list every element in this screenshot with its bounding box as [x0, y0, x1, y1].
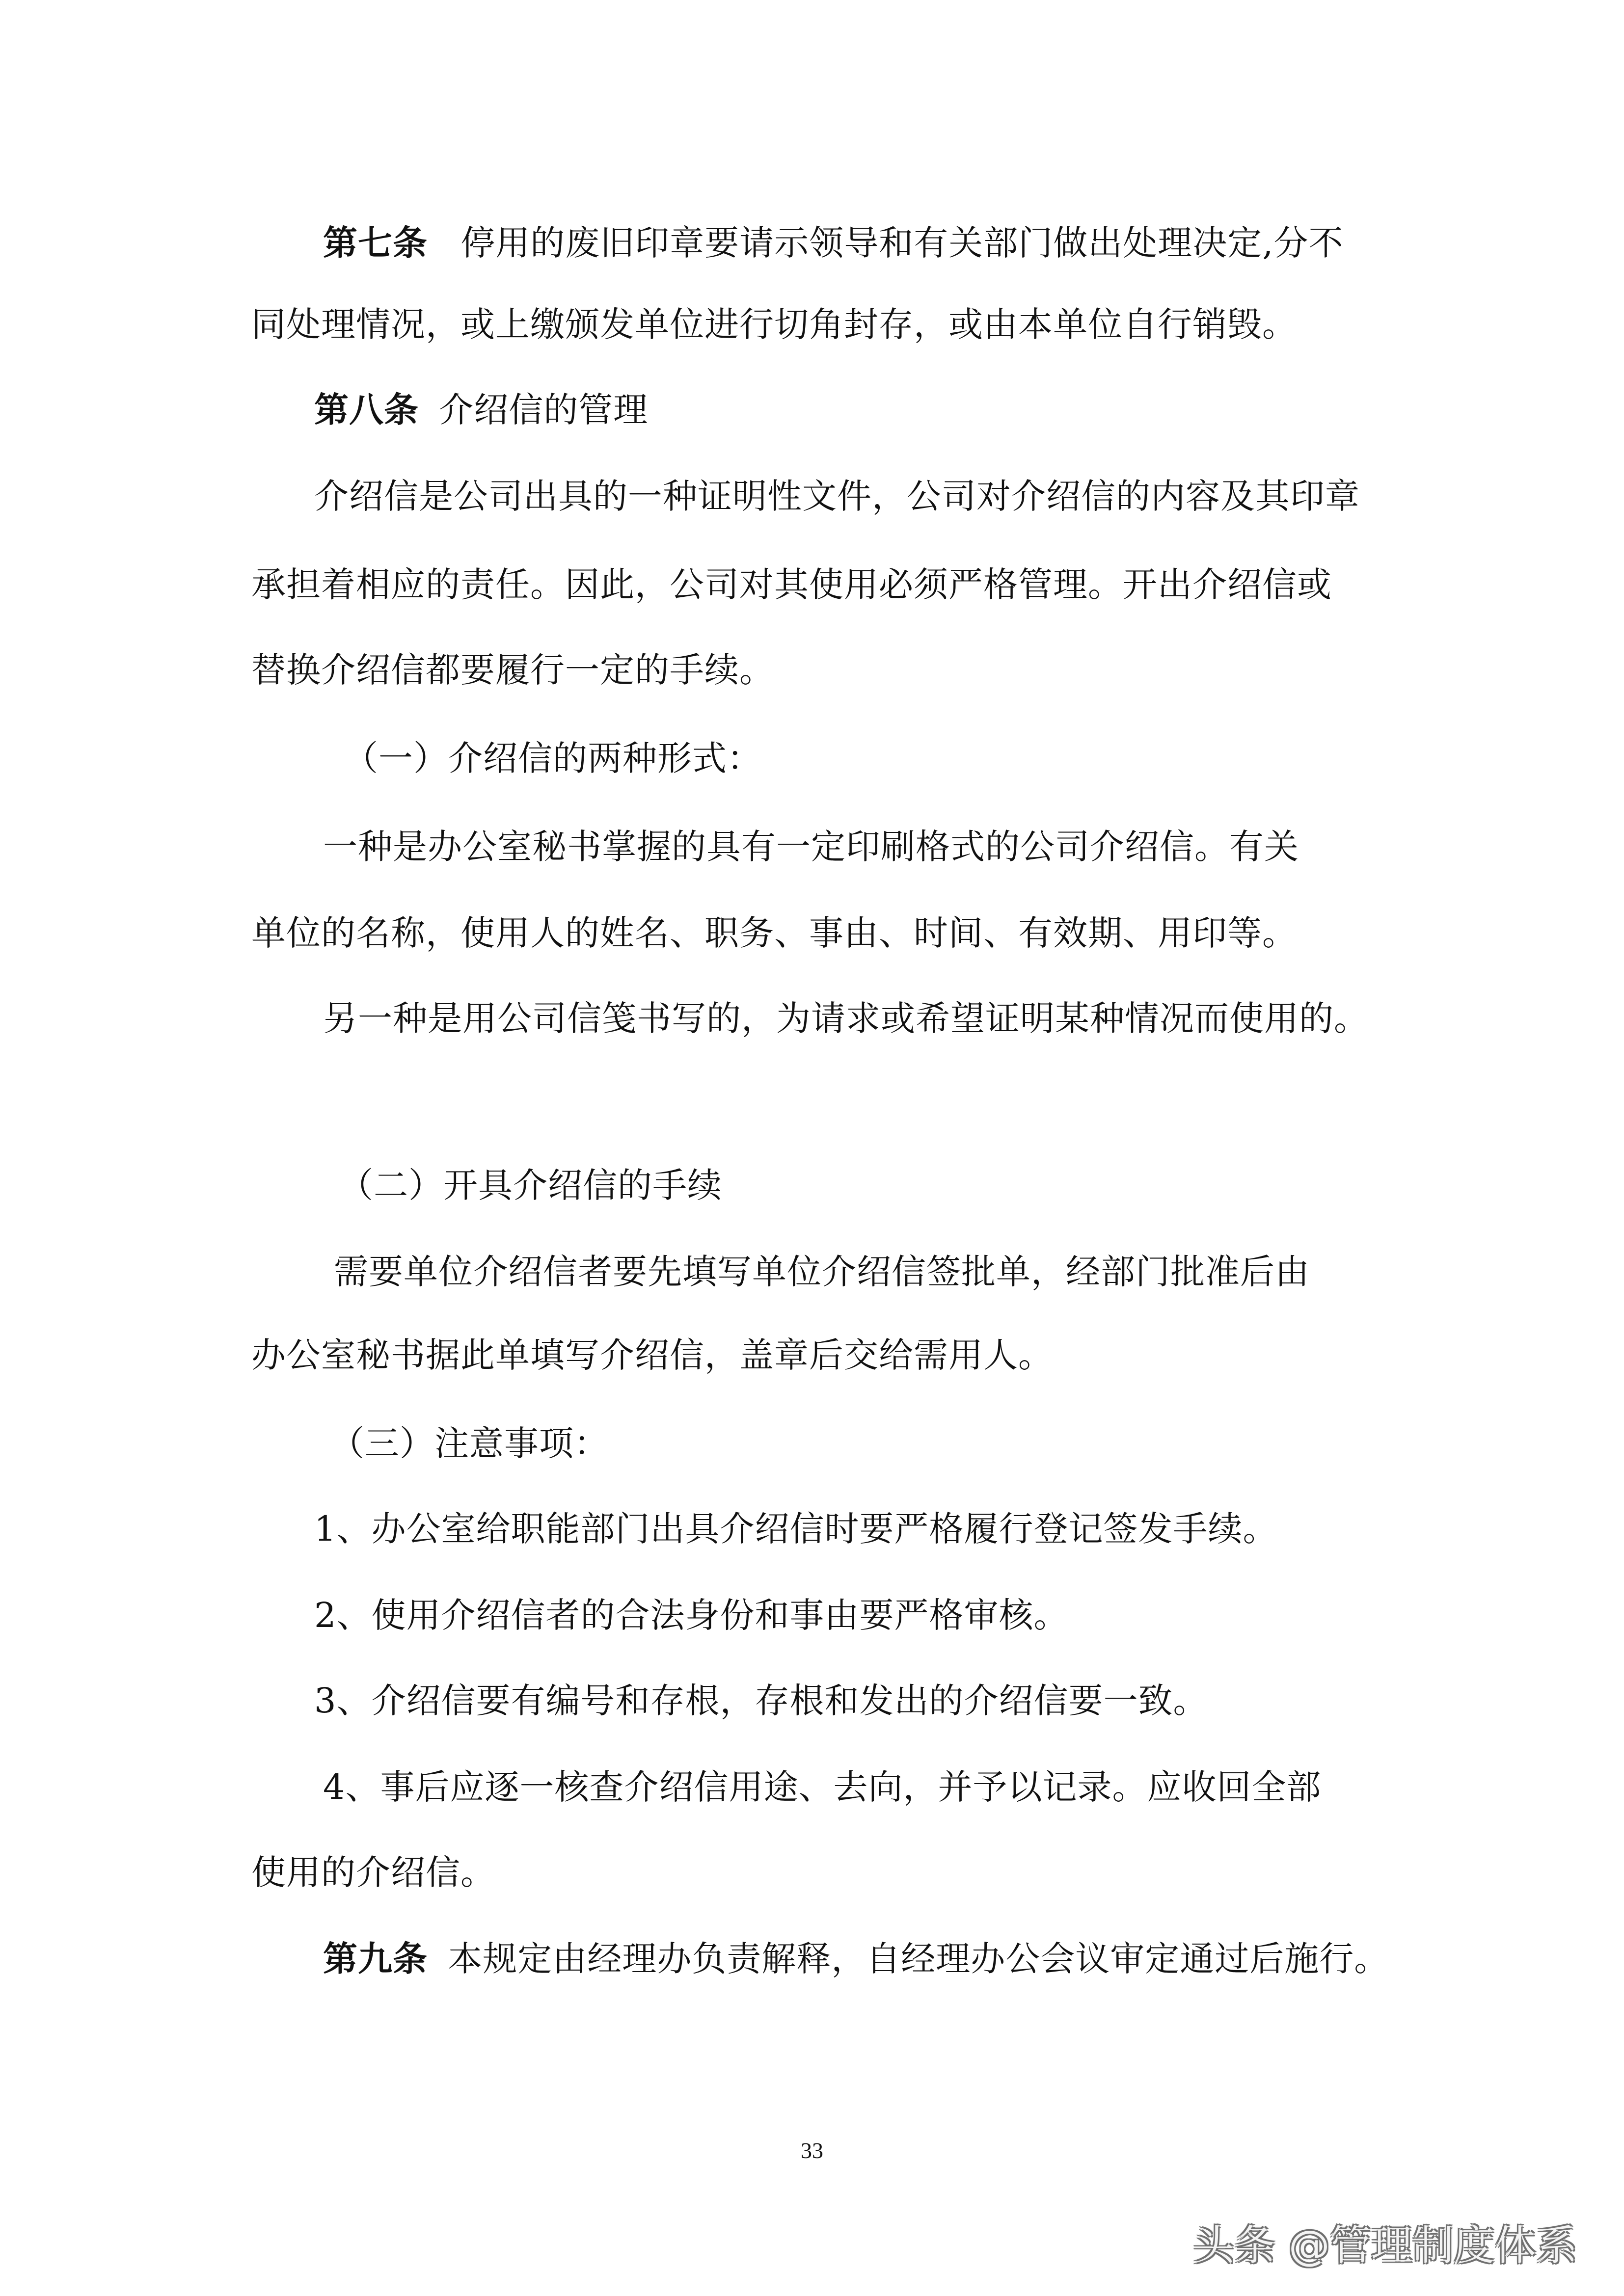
notice-item-2: 2、使用介绍信者的合法身份和事由要严格审核。: [314, 1595, 1069, 1635]
article-9-line: [323, 1937, 1389, 1981]
article-9-text: 本规定由经理办负责解释，自经理办公会议审定通过后施行。: [448, 1939, 1389, 1979]
article-8-title: 介绍信的管理: [439, 390, 649, 430]
notice-item-4-line-1: 4、事后应逐一核查介绍信用途、去向，并予以记录。应收回全部: [323, 1767, 1322, 1807]
article-7-line-1: [323, 221, 1344, 265]
section-2-line-1: 需要单位介绍信者要先填写单位介绍信签批单，经部门批准后由: [334, 1252, 1310, 1292]
section-1-title: （一）介绍信的两种形式：: [344, 738, 762, 778]
section-3-title: （三）注意事项：: [330, 1423, 609, 1464]
notice-item-3: 3、介绍信要有编号和存根，存根和发出的介绍信要一致。: [314, 1681, 1208, 1721]
page-number: 33: [801, 2138, 823, 2163]
article-7-line-2: 同处理情况，或上缴颁发单位进行切角封存，或由本单位自行销毁。: [251, 304, 1297, 345]
article-8-title-line: [314, 388, 648, 432]
article-9-heading: 第九条: [323, 1939, 428, 1979]
watermark: 头条 @管理制度体系: [1193, 2221, 1577, 2269]
article-8-intro-line-1: 介绍信是公司出具的一种证明性文件，公司对介绍信的内容及其印章: [314, 476, 1360, 516]
section-1-para-1-line-2: 单位的名称，使用人的姓名、职务、事由、时间、有效期、用印等。: [251, 913, 1297, 953]
article-7-heading: 第七条: [323, 223, 428, 263]
section-2-line-2: 办公室秘书据此单填写介绍信，盖章后交给需用人。: [251, 1335, 1053, 1375]
article-8-intro-line-2: 承担着相应的责任。因此，公司对其使用必须严格管理。开出介绍信或: [251, 564, 1332, 605]
section-2-title: （二）开具介绍信的手续: [339, 1165, 722, 1205]
section-1-para-2: 另一种是用公司信笺书写的，为请求或希望证明某种情况而使用的。: [323, 998, 1369, 1039]
article-7-text: 停用的废旧印章要请示领导和有关部门做出处理决定,分不: [460, 223, 1344, 263]
notice-item-4-line-2: 使用的介绍信。: [251, 1852, 495, 1893]
article-8-heading: 第八条: [314, 390, 419, 430]
notice-item-1: 1、办公室给职能部门出具介绍信时要严格履行登记签发手续。: [314, 1509, 1278, 1549]
section-1-para-1-line-1: 一种是办公室秘书掌握的具有一定印刷格式的公司介绍信。有关: [323, 827, 1299, 867]
article-8-intro-line-3: 替换介绍信都要履行一定的手续。: [251, 650, 774, 690]
